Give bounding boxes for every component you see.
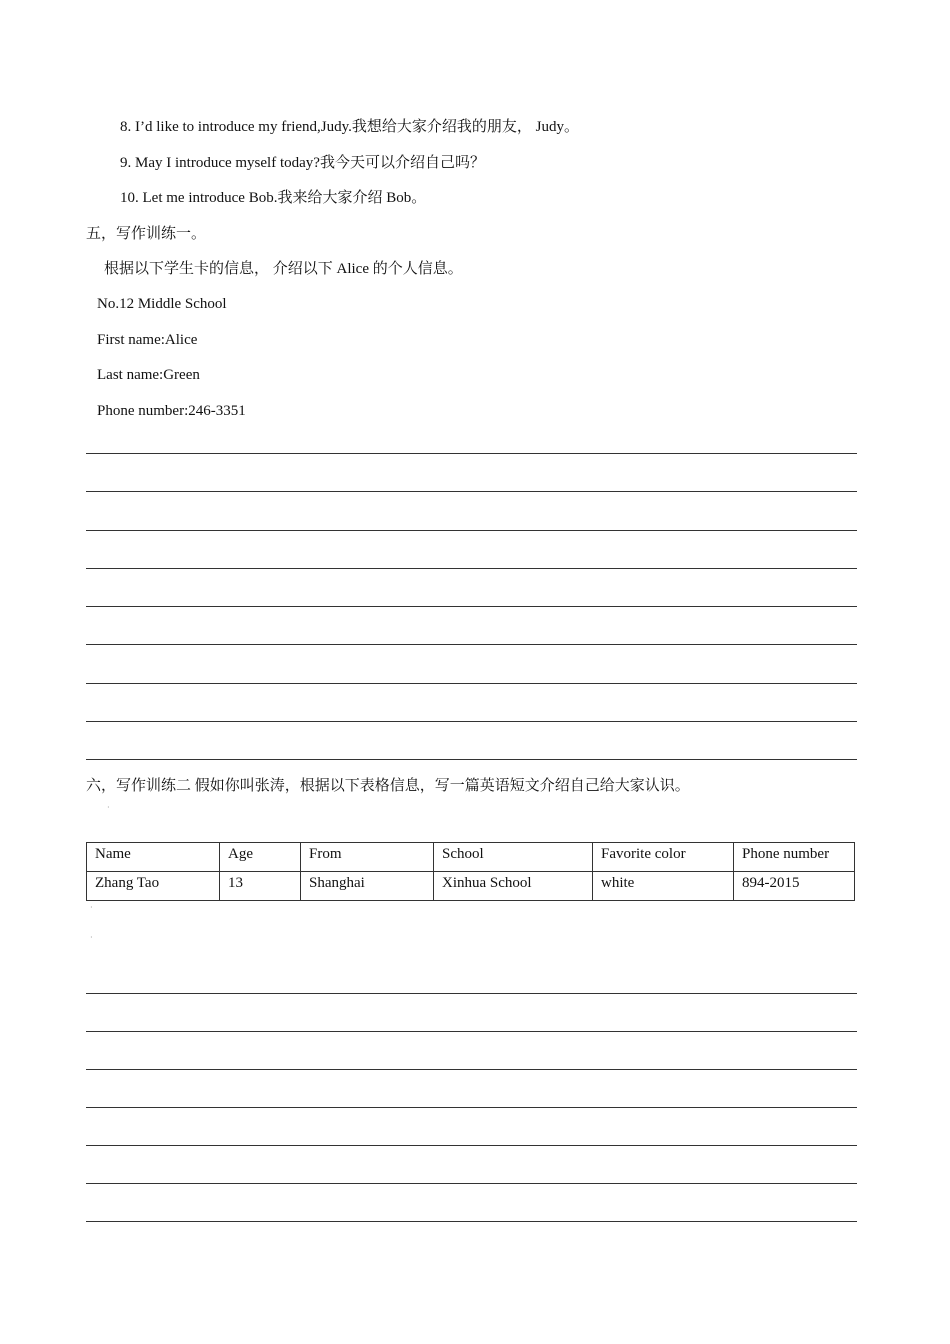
table-cell: Zhang Tao: [87, 872, 220, 901]
section5-heading: 五，写作训练一。: [86, 226, 207, 242]
section6-heading: 六，写作训练二 假如你叫张涛，根据以下表格信息，写一篇英语短文介绍自己给大家认识。: [86, 778, 690, 794]
table-header-cell: School: [434, 843, 593, 872]
table-row: [87, 872, 855, 901]
writing-line: [86, 721, 857, 722]
table-header-cell: Phone number: [734, 843, 855, 872]
sentence-8: 8. I’d like to introduce my friend,Judy.我想给大家介绍我的朋友， Judy。: [120, 119, 579, 135]
writing-line: [86, 644, 857, 645]
card-last-name: Last name:Green: [97, 367, 200, 383]
table-cell: Xinhua School: [434, 872, 593, 901]
table-cell: Shanghai: [301, 872, 434, 901]
sentence-10: 10. Let me introduce Bob.我来给大家介绍 Bob。: [120, 190, 427, 206]
writing-line: [86, 1107, 857, 1108]
sentence-9: 9. May I introduce myself today?我今天可以介绍自己吗？: [120, 155, 485, 171]
card-school: No.12 Middle School: [97, 296, 227, 312]
writing-line: [86, 759, 857, 760]
table-header-cell: Age: [220, 843, 301, 872]
writing-line: [86, 453, 857, 454]
writing-line: [86, 606, 857, 607]
table-cell: 894-2015: [734, 872, 855, 901]
paragraph-mark: ·: [90, 933, 93, 942]
paragraph-mark: ·: [90, 903, 93, 912]
writing-line: [86, 1183, 857, 1184]
writing-line: [86, 1221, 857, 1222]
paragraph-mark: ·: [107, 803, 110, 812]
student-info-table: [86, 842, 855, 901]
writing-line: [86, 530, 857, 531]
writing-line: [86, 491, 857, 492]
table-header-cell: Favorite color: [593, 843, 734, 872]
table-header-cell: From: [301, 843, 434, 872]
card-first-name: First name:Alice: [97, 332, 198, 348]
writing-line: [86, 1031, 857, 1032]
writing-line: [86, 993, 857, 994]
table-header-cell: Name: [87, 843, 220, 872]
writing-line: [86, 1145, 857, 1146]
writing-line: [86, 568, 857, 569]
section5-instruction: 根据以下学生卡的信息， 介绍以下 Alice 的个人信息。: [104, 261, 463, 277]
table-cell: white: [593, 872, 734, 901]
table-header-row: [87, 843, 855, 872]
card-phone-number: Phone number:246-3351: [97, 403, 246, 419]
writing-line: [86, 1069, 857, 1070]
writing-line: [86, 683, 857, 684]
table-cell: 13: [220, 872, 301, 901]
